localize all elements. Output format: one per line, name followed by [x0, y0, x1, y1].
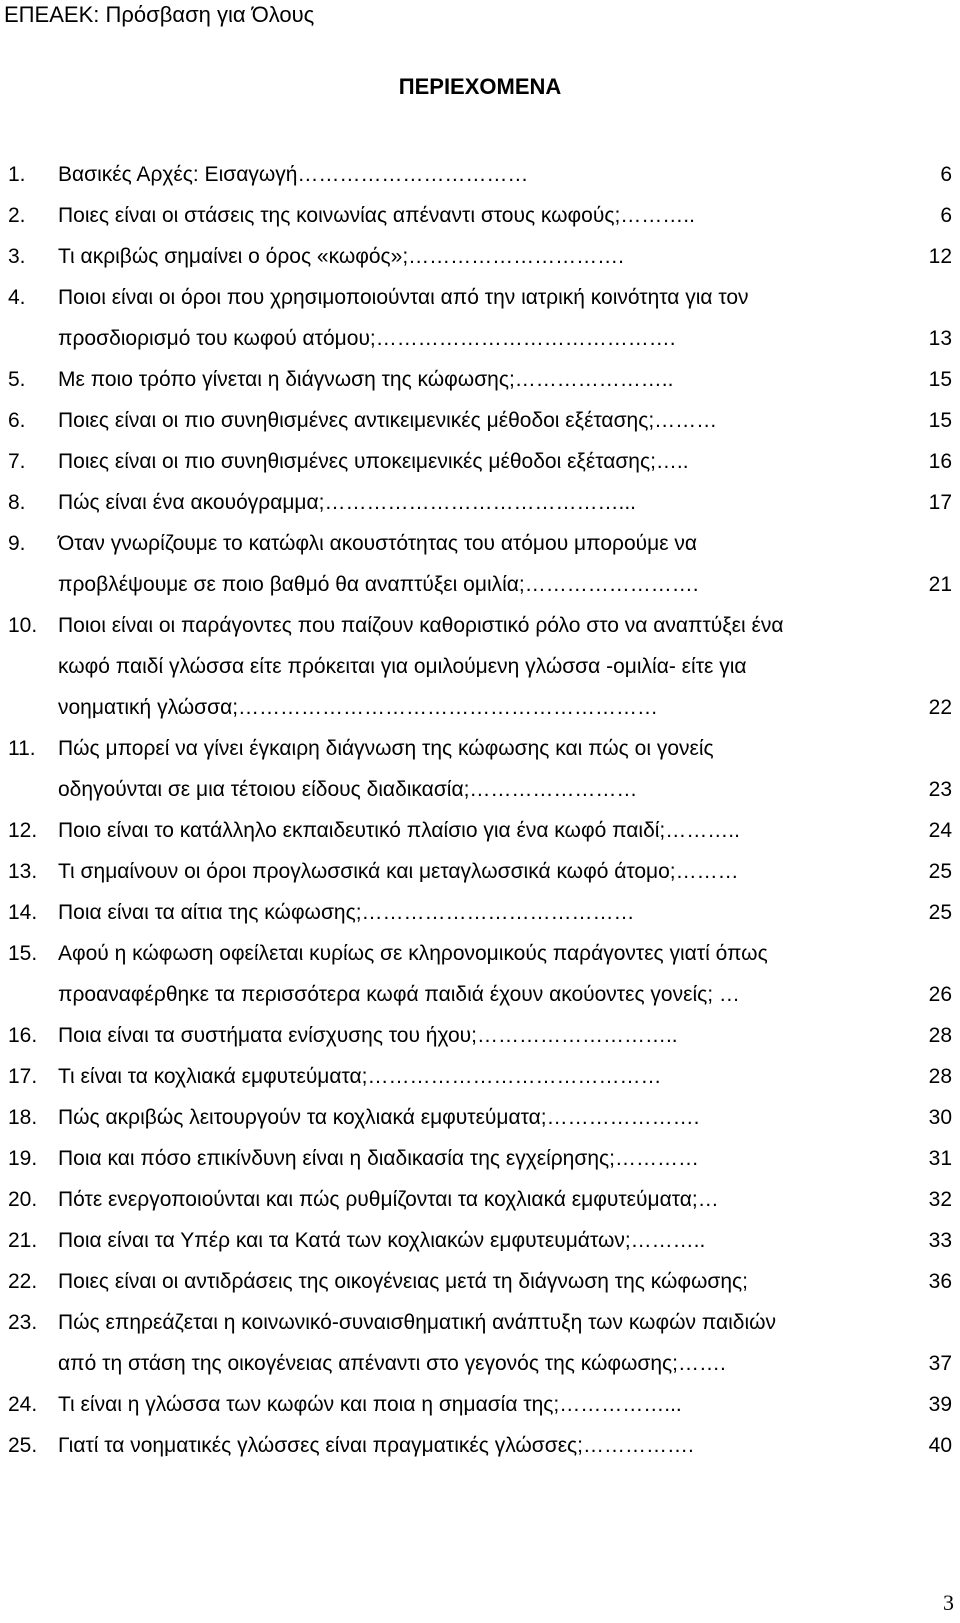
toc-entry [8, 1062, 952, 1103]
toc-entry-number: 18. [8, 1106, 38, 1129]
toc-entry-line [8, 160, 952, 201]
toc-entry-title: Ποιες είναι οι αντιδράσεις της οικογένειας μετά τη διάγνωση της κώφωσης; [58, 1270, 748, 1293]
toc-entry-number: 13. [8, 860, 38, 883]
toc-entry [8, 283, 952, 365]
toc-entry-line [8, 1062, 952, 1103]
toc-entry-number: 16. [8, 1024, 38, 1047]
document-header: ΕΠΕΑΕΚ: Πρόσβαση για Όλους [4, 2, 315, 27]
toc-entry [8, 816, 952, 857]
toc-entry-title: Πώς μπορεί να γίνει έγκαιρη διάγνωση της κώφωσης και πώς οι γονείς [58, 737, 714, 760]
toc-entry-page: 26 [928, 983, 952, 1006]
toc-entry-title: Ποιοι είναι οι παράγοντες που παίζουν καθοριστικό ρόλο στο να αναπτύξει ένα [58, 614, 784, 637]
toc-entry-number: 23. [8, 1311, 38, 1334]
toc-entry [8, 1390, 952, 1431]
toc-entry-number: 19. [8, 1147, 38, 1170]
toc-entry-number: 22. [8, 1270, 38, 1293]
toc-entry-title: Ποια είναι τα Υπέρ και τα Κατά των κοχλιακών εμφυτευμάτων;……….. [58, 1229, 706, 1252]
toc-entry-page: 15 [928, 409, 952, 432]
toc-entry [8, 1308, 952, 1390]
toc-entry-title: Ποιες είναι οι στάσεις της κοινωνίας απέναντι στους κωφούς;……….. [58, 204, 695, 227]
toc-entry-line [8, 857, 952, 898]
toc-entry-number: 11. [8, 737, 36, 760]
toc-entry-line [8, 1308, 952, 1349]
toc-entry-page: 15 [928, 368, 952, 391]
toc-entry-page: 30 [928, 1106, 952, 1129]
toc-entry-line [8, 775, 952, 816]
toc-entry-line [8, 1103, 952, 1144]
toc-entry-number: 7. [8, 450, 26, 473]
toc-entry-title: Πώς ακριβώς λειτουργούν τα κοχλιακά εμφυτεύματα;…………………. [58, 1106, 700, 1129]
toc-entry-title: Ποιοι είναι οι όροι που χρησιμοποιούνται από την ιατρική κοινότητα για τον [58, 286, 749, 309]
toc-entry-title: Ποια είναι τα αίτια της κώφωσης;………………………………… [58, 901, 635, 924]
toc-entry [8, 201, 952, 242]
toc-entry-title: Γιατί τα νοηματικές γλώσσες είναι πραγματικές γλώσσες;……………. [58, 1434, 694, 1457]
toc-entry [8, 406, 952, 447]
toc-entry-title: κωφό παιδί γλώσσα είτε πρόκειται για ομιλούμενη γλώσσα -ομιλία- είτε για [58, 655, 747, 678]
table-of-contents [8, 160, 952, 1472]
toc-entry-line [8, 980, 952, 1021]
toc-entry-line [8, 406, 952, 447]
toc-entry-number: 2. [8, 204, 26, 227]
toc-entry-title: Τι σημαίνουν οι όροι προγλωσσικά και μεταγλωσσικά κωφό άτομο;……… [58, 860, 739, 883]
toc-entry-number: 10. [8, 614, 38, 637]
toc-entry-page: 31 [928, 1147, 952, 1170]
toc-entry [8, 611, 952, 734]
toc-entry-number: 12. [8, 819, 38, 842]
toc-entry-title: Τι είναι η γλώσσα των κωφών και ποια η σημασία της;……………... [58, 1393, 682, 1416]
toc-entry-title: Τι ακριβώς σημαίνει ο όρος «κωφός»;…………………………. [58, 245, 624, 268]
toc-entry-title: προσδιορισμό του κωφού ατόμου;……………………………………. [58, 327, 676, 350]
toc-entry-title: Ποιες είναι οι πιο συνηθισμένες αντικειμενικές μέθοδοι εξέτασης;……… [58, 409, 718, 432]
toc-entry [8, 857, 952, 898]
toc-entry [8, 734, 952, 816]
toc-entry [8, 898, 952, 939]
toc-entry-number: 21. [8, 1229, 38, 1252]
toc-entry [8, 242, 952, 283]
toc-entry-page: 36 [928, 1270, 952, 1293]
toc-entry-number: 24. [8, 1393, 38, 1416]
toc-entry-line [8, 529, 952, 570]
toc-entry-line [8, 652, 952, 693]
toc-entry-page: 12 [928, 245, 952, 268]
toc-entry [8, 1431, 952, 1472]
toc-entry-page: 28 [928, 1024, 952, 1047]
toc-entry-line [8, 1349, 952, 1390]
toc-entry-number: 3. [8, 245, 26, 268]
page-title: ΠΕΡΙΕΧΟΜΕΝΑ [398, 74, 562, 99]
toc-entry [8, 529, 952, 611]
toc-entry-number: 8. [8, 491, 26, 514]
toc-entry-line [8, 1226, 952, 1267]
toc-entry-number: 9. [8, 532, 26, 555]
toc-entry-title: Τι είναι τα κοχλιακά εμφυτεύματα;…………………………………… [58, 1065, 662, 1088]
toc-entry-title: Πότε ενεργοποιούνται και πώς ρυθμίζονται τα κοχλιακά εμφυτεύματα;… [58, 1188, 719, 1211]
toc-entry-line [8, 816, 952, 857]
toc-entry-title: Πώς επηρεάζεται η κοινωνικό-συναισθηματική ανάπτυξη των κωφών παιδιών [58, 1311, 777, 1334]
toc-entry-page: 13 [928, 327, 952, 350]
toc-entry-title: Πώς είναι ένα ακουόγραμμα;……………………………………... [58, 491, 637, 514]
toc-entry-line [8, 570, 952, 611]
toc-entry-page: 39 [928, 1393, 952, 1416]
toc-entry-page: 25 [928, 860, 952, 883]
toc-entry-line [8, 201, 952, 242]
toc-entry-page: 33 [928, 1229, 952, 1252]
toc-entry-number: 17. [8, 1065, 38, 1088]
toc-entry-title: Ποιο είναι το κατάλληλο εκπαιδευτικό πλαίσιο για ένα κωφό παιδί;……….. [58, 819, 740, 842]
toc-entry-line [8, 1021, 952, 1062]
toc-entry-number: 6. [8, 409, 26, 432]
toc-entry [8, 1185, 952, 1226]
toc-entry-title: Ποιες είναι οι πιο συνηθισμένες υποκειμενικές μέθοδοι εξέτασης;….. [58, 450, 689, 473]
toc-entry-line [8, 1144, 952, 1185]
toc-entry-line [8, 1267, 952, 1308]
toc-entry-page: 6 [940, 204, 952, 227]
toc-entry [8, 939, 952, 1021]
toc-entry [8, 1144, 952, 1185]
toc-entry-page: 22 [928, 696, 952, 719]
toc-entry-page: 6 [940, 163, 952, 186]
toc-entry-line [8, 734, 952, 775]
toc-entry-number: 5. [8, 368, 26, 391]
toc-entry-page: 40 [928, 1434, 952, 1457]
toc-entry [8, 1021, 952, 1062]
toc-entry-line [8, 898, 952, 939]
toc-entry [8, 488, 952, 529]
toc-entry-line [8, 488, 952, 529]
toc-entry-title: από τη στάση της οικογένειας απέναντι στο γεγονός της κώφωσης;……. [58, 1352, 726, 1375]
toc-entry-title: οδηγούνται σε μια τέτοιου είδους διαδικασία;…………………… [58, 778, 638, 801]
toc-entry-number: 4. [8, 286, 26, 309]
toc-entry-page: 21 [928, 573, 952, 596]
toc-entry-title: Όταν γνωρίζουμε το κατώφλι ακουστότητας του ατόμου μπορούμε να [58, 532, 698, 555]
toc-entry-page: 28 [928, 1065, 952, 1088]
toc-entry-line [8, 1390, 952, 1431]
toc-entry-page: 24 [928, 819, 952, 842]
toc-entry-number: 1. [8, 163, 26, 186]
toc-entry-line [8, 242, 952, 283]
toc-entry-number: 20. [8, 1188, 38, 1211]
toc-entry [8, 1226, 952, 1267]
toc-entry-page: 16 [928, 450, 952, 473]
toc-entry-title: Με ποιο τρόπο γίνεται η διάγνωση της κώφωσης;………………….. [58, 368, 674, 391]
toc-entry-line [8, 1431, 952, 1472]
toc-entry-title: Βασικές Αρχές: Εισαγωγή…………………………… [58, 163, 529, 186]
toc-entry-number: 14. [8, 901, 38, 924]
toc-entry [8, 1267, 952, 1308]
toc-entry-number: 15. [8, 942, 38, 965]
toc-entry-page: 17 [928, 491, 952, 514]
toc-entry [8, 160, 952, 201]
toc-entry [8, 1103, 952, 1144]
toc-entry-line [8, 447, 952, 488]
toc-entry-number: 25. [8, 1434, 38, 1457]
toc-entry-title: νοηματική γλώσσα;…………………………………………………… [58, 696, 659, 719]
toc-entry-line [8, 693, 952, 734]
toc-entry-page: 32 [928, 1188, 952, 1211]
toc-entry-page: 23 [928, 778, 952, 801]
toc-entry-page: 37 [928, 1352, 952, 1375]
toc-entry-line [8, 611, 952, 652]
toc-entry-line [8, 365, 952, 406]
toc-entry-title: Ποια είναι τα συστήματα ενίσχυσης του ήχου;……………………….. [58, 1024, 678, 1047]
toc-entry-title: Ποια και πόσο επικίνδυνη είναι η διαδικασία της εγχείρησης;………… [58, 1147, 699, 1170]
toc-entry [8, 365, 952, 406]
toc-entry-line [8, 324, 952, 365]
toc-entry-title: προαναφέρθηκε τα περισσότερα κωφά παιδιά έχουν ακούοντες γονείς; … [58, 983, 740, 1006]
page-number: 3 [943, 1590, 954, 1615]
toc-entry-title: Αφού η κώφωση οφείλεται κυρίως σε κληρονομικούς παράγοντες γιατί όπως [58, 942, 768, 965]
toc-entry-line [8, 1185, 952, 1226]
toc-entry-page: 25 [928, 901, 952, 924]
toc-entry-line [8, 939, 952, 980]
toc-entry [8, 447, 952, 488]
toc-entry-title: προβλέψουμε σε ποιο βαθμό θα αναπτύξει ομιλία;……………………. [58, 573, 699, 596]
toc-entry-line [8, 283, 952, 324]
